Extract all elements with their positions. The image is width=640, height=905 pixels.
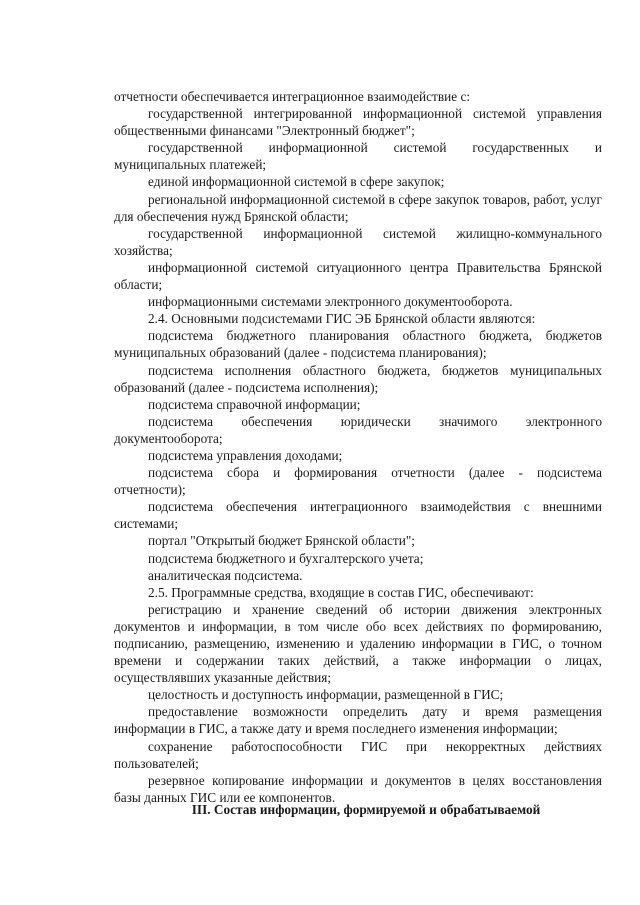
paragraph: аналитическая подсистема. <box>148 567 303 583</box>
paragraph: регистрацию и хранение сведений об истории движения электронных документов и информации, в том числе обо всех действиях по формированию, подписанию, размещению, изменению и удалению информации в ГИС, о точном времени и содержании таких действий, а также информации о лицах, осуществлявших указанные действия; <box>114 601 602 686</box>
paragraph: резервное копирование информации и документов в целях восстановления базы данных ГИС или ее компонентов. <box>114 772 602 805</box>
paragraph: единой информационной системой в сфере закупок; <box>148 174 445 190</box>
section-heading: III. Состав информации, формируемой и обрабатываемой <box>191 802 541 817</box>
paragraph: подсистема обеспечения юридически значимого электронного документооборота; <box>114 413 602 446</box>
paragraph: подсистема бюджетного планирования областного бюджета, бюджетов муниципальных образований (далее - подсистема планирования); <box>114 328 602 361</box>
paragraph: подсистема управления доходами; <box>148 447 343 463</box>
paragraph: региональной информационной системой в сфере закупок товаров, работ, услуг для обеспечения нужд Брянской области; <box>114 191 602 224</box>
paragraph: подсистема сбора и формирования отчетности (далее - подсистема отчетности); <box>114 465 602 498</box>
body-text <box>114 88 602 806</box>
paragraph: подсистема исполнения областного бюджета, бюджетов муниципальных образований (далее - подсистема исполнения); <box>114 362 602 395</box>
paragraph-intro: отчетности обеспечивается интеграционное взаимодействие с: <box>114 89 471 104</box>
paragraph: подсистема бюджетного и бухгалтерского учета; <box>148 550 424 566</box>
paragraph: подсистема справочной информации; <box>148 396 361 412</box>
paragraph: информационной системой ситуационного центра Правительства Брянской области; <box>114 259 602 293</box>
paragraph: целостность и доступность информации, размещенной в ГИС; <box>148 687 504 703</box>
paragraph: портал "Открытый бюджет Брянской области"; <box>148 533 415 549</box>
paragraph: государственной информационной системой жилищно-коммунального хозяйства; <box>114 225 602 258</box>
paragraph: информационными системами электронного документооборота. <box>148 294 513 310</box>
paragraph-clause-2-4: 2.4. Основными подсистемами ГИС ЭБ Брянской области являются: <box>148 311 536 327</box>
paragraph: предоставление возможности определить дату и время размещения информации в ГИС, а также дату и время последнего изменения информации; <box>114 704 602 737</box>
paragraph: сохранение работоспособности ГИС при некорректных действиях пользователей; <box>114 738 602 771</box>
paragraph: подсистема обеспечения интеграционного взаимодействия с внешними системами; <box>114 499 602 532</box>
paragraph: государственной интегрированной информационной системой управления общественными финансами "Электронный бюджет"; <box>114 106 602 139</box>
paragraph-clause-2-5: 2.5. Программные средства, входящие в состав ГИС, обеспечивают: <box>148 584 534 600</box>
paragraph: государственной информационной системой государственных и муниципальных платежей; <box>114 140 602 173</box>
